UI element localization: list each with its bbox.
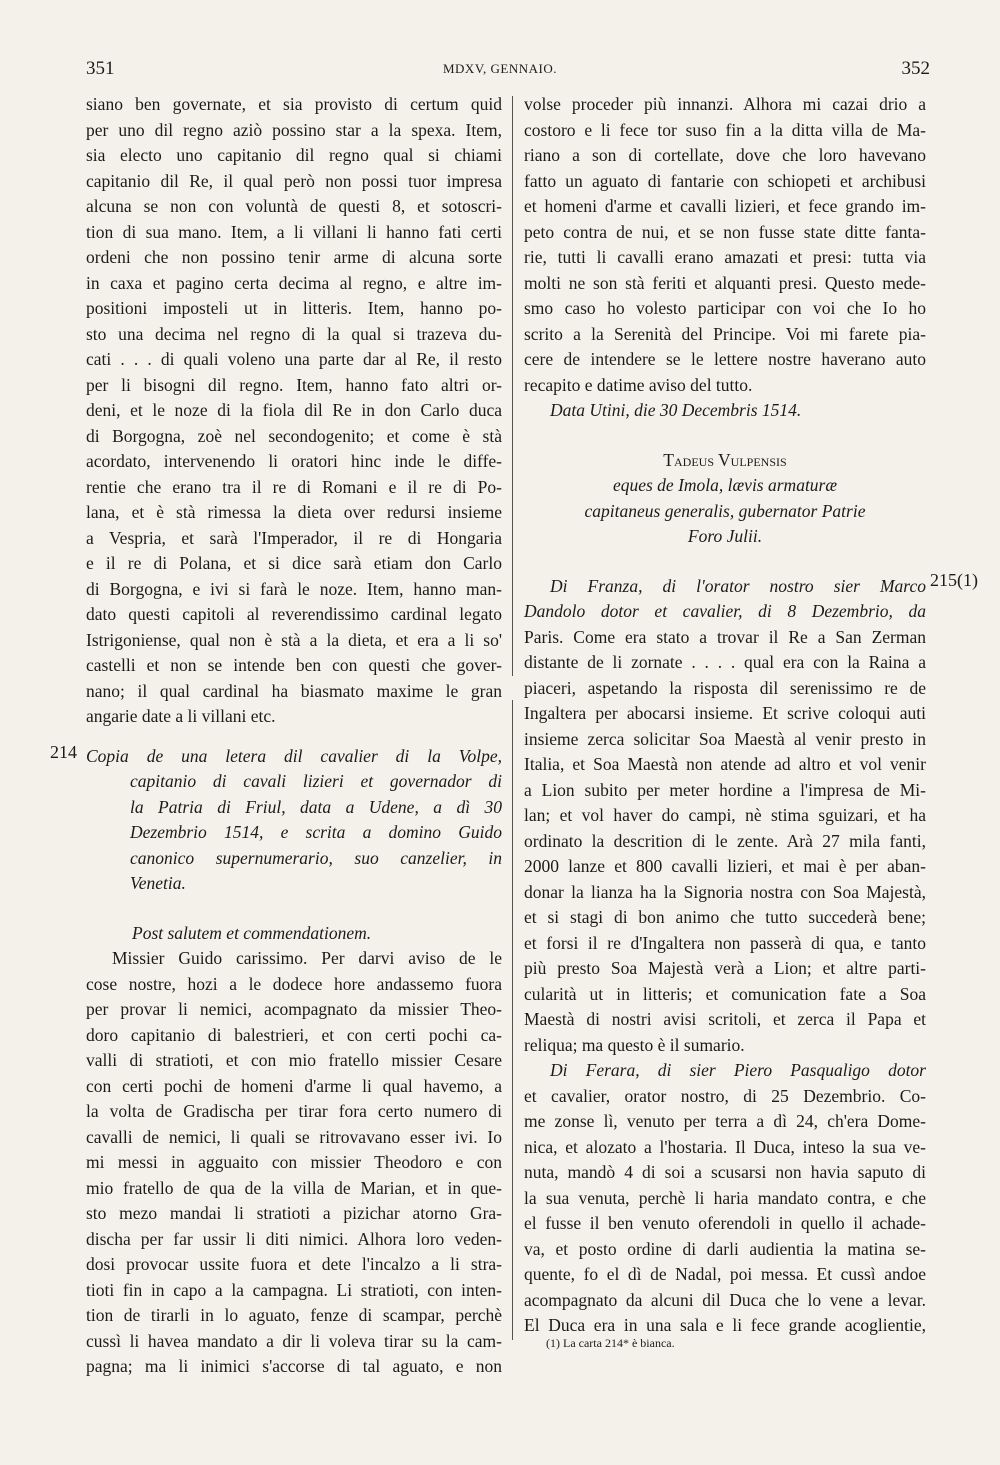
text-line: cati . . . di quali voleno una parte dar al Re, il resto — [86, 349, 502, 369]
running-title: MDXV, GENNAIO. — [442, 61, 557, 76]
text-line: lan; et vol haver do campi, nè stima sguizari, et ha — [524, 805, 926, 825]
text-line: la sua venuta, perchè li haria mandato contra, e che — [524, 1187, 926, 1208]
text-line: rie, tutti li cavalli erano amazati et presi: tutta via — [524, 247, 926, 267]
text-line: fatto un aguato di fantarie con schiopeti et archibusi — [524, 170, 926, 191]
text-line: discha per far ussir li diti nimici. Alhora loro veden- — [86, 1228, 502, 1249]
text-line: positioni imposteli ut in litteris. Item, hanno po- — [86, 298, 502, 318]
text-line: cere de intendere se le lettere nostre haverano auto — [524, 349, 926, 369]
text-line: 2000 lanze et 800 cavalli lizieri, et mai è per aban- — [524, 856, 926, 876]
text-line: nuta, mandò 4 di soi a scusarsi non havia saputo di — [524, 1162, 926, 1182]
text-line: angarie date a li villani etc. — [86, 706, 276, 726]
ferara-heading-line: Di Ferara, di sier Piero Pasqualigo dotor — [550, 1060, 926, 1080]
text-line: et cavalier, orator nostro, di 25 Dezembrio. Co- — [524, 1085, 926, 1106]
text-line: per uno dil regno aziò possino star a la spexa. Item, — [86, 119, 502, 140]
text-line: sto una decima nel regno di la qual si trazeva du- — [86, 323, 502, 344]
text-line: lana, et è stà rimessa la dieta over redursi insieme — [86, 502, 502, 522]
text-line: Ingaltera per abocarsi insieme. Et scrive coloqui auti — [524, 703, 926, 723]
spacer — [524, 550, 926, 574]
text-line: deni, et le noze di la fiola dil Re in don Carlo duca — [86, 400, 502, 420]
franza-heading-line: Dandolo dotor et cavalier, di 8 Dezembrio, da — [524, 601, 926, 621]
text-line: Missier Guido carissimo. Per darvi aviso de le — [112, 948, 502, 968]
heading-line: Copia de una letera dil cavalier di la Volpe, — [86, 745, 502, 766]
text-line: piaceri, aspetando la risposta dil serenissimo re de — [524, 677, 926, 698]
text-line: nano; il qual cardinal ha biasmato maxime le gran — [86, 680, 502, 701]
text-line: molti ne son stà feriti et alquanti presi. Questo mede- — [524, 272, 926, 293]
text-line: a Vespria, et sarà l'Imperador, il re di Hongaria — [86, 527, 502, 548]
text-line: nica, et alozato a l'hostaria. Il Duca, inteso la sua ve- — [524, 1136, 926, 1157]
text-line: acordato, intervenendo li oratori hinc inde le diffe- — [86, 451, 502, 471]
text-line: el fusse il ben venuto oferendoli in quello il achade- — [524, 1213, 926, 1233]
text-line: Italia, et Soa Maestà non atende ad altro et vol venir — [524, 754, 926, 774]
text-line: reliqua; ma questo è il sumario. — [524, 1034, 745, 1055]
text-line: distante de li zornate . . . . qual era con la Raina a — [524, 652, 926, 672]
text-line: tion de tirarli in lo aguato, fenze di scampar, perchè — [86, 1305, 502, 1325]
footnote: (1) La carta 214* è bianca. — [546, 1336, 675, 1350]
text-line: sia electo uno capitanio dil regno qual si chiami — [86, 145, 502, 165]
text-line: cularità ut in litteris; et comunication fate a Soa — [524, 983, 926, 1004]
text-line: tion di sua mano. Item, a li villani li hanno fati certi — [86, 221, 502, 242]
spacer — [524, 424, 926, 448]
text-line: cose nostre, hozi a le dodece hore andassemo fuora — [86, 973, 502, 994]
text-line: acompagnato da alcuni dil Duca che lo vene a levar. — [524, 1289, 926, 1310]
text-line: dato questi capitoli al reverendissimo cardinal legato — [86, 604, 502, 624]
heading-line: canonico supernumerario, suo canzelier, in — [130, 847, 502, 868]
spacer — [86, 897, 502, 921]
text-line: riano a son di cortellate, dove che loro havevano — [524, 145, 926, 165]
column-rule — [512, 700, 513, 1340]
text-line: pagna; ma li inimici s'accorse di tal aguato, e non — [86, 1356, 502, 1376]
text-line: donar la lianza ha la Signoria nostra con Soa Majestà, — [524, 881, 926, 902]
left-column — [86, 92, 502, 1380]
left-page-number: 351 — [86, 58, 115, 79]
text-line: doro capitanio di balestrieri, et con certi pochi ca- — [86, 1024, 502, 1045]
text-line: di Borgogna, zoè nel secondogenito; et come è stà — [86, 425, 502, 446]
salutation: Post salutem et commendationem. — [132, 922, 372, 943]
text-line: alcuna se non con voluntà de questi 8, et sotoscri- — [86, 196, 502, 216]
column-rule — [512, 96, 513, 676]
signature-name: Tadeus Vulpensis — [663, 449, 787, 470]
text-line: cussì li havea mandato a dir li voleva tirar su la cam- — [86, 1330, 502, 1351]
heading-line: capitanio di cavali lizieri et governador di — [130, 771, 502, 791]
text-line: di Borgogna, e ivi si farà le noze. Item, hanno man- — [86, 578, 502, 599]
text-line: mi messi in agguaito con missier Theodoro e con — [86, 1152, 502, 1172]
text-line: Istrigoniense, qual non è stà a la dieta, et era a li so' — [86, 629, 502, 650]
text-line: castelli et non se intende ben con questi che gover- — [86, 655, 502, 675]
right-column — [524, 92, 926, 1339]
text-line: più presto Soa Majestà verà a Lion; et altre parti- — [524, 958, 926, 978]
text-line: et forsi il re d'Ingaltera non passerà di qua, e tanto — [524, 932, 926, 953]
text-line: smo caso ho volesto participar con voi che Io ho — [524, 298, 926, 318]
text-line: Maestà di nostri avisi scritoli, et zerca il Papa et — [524, 1009, 926, 1029]
signature-line: capitaneus generalis, gubernator Patrie — [584, 500, 866, 521]
letter-heading — [86, 744, 502, 897]
text-line: scrito a la Serenità del Principe. Voi mi farete pia- — [524, 323, 926, 344]
text-line: tioti fin in capo a la campagna. Li stratioti, con inten- — [86, 1279, 502, 1300]
signature-line: eques de Imola, lævis armaturæ — [612, 475, 838, 495]
heading-line: la Patria di Friul, data a Udene, a dì 30 — [130, 796, 502, 817]
text-line: sto mezo mandai li stratioti a pizichar atorno Gra- — [86, 1203, 502, 1223]
spacer — [86, 730, 502, 744]
signature-line: Foro Julii. — [687, 526, 763, 546]
text-line: a Lion subito per meter hordine a l'impresa de Mi- — [524, 779, 926, 800]
text-line: e il re di Polana, et si dice sarà etiam don Carlo — [86, 553, 502, 573]
text-line: quente, fo el dì de Nadal, poi messa. Et cussì andoe — [524, 1264, 926, 1284]
dateline: Data Utini, die 30 Decembris 1514. — [550, 400, 802, 420]
text-line: peto contra de nui, et se non fusse state ditte fanta- — [524, 221, 926, 242]
text-line: et si stagi di bon animo che tutto succederà bene; — [524, 907, 926, 927]
text-line: ordeni che non possino tenir arme di alcuna sorte — [86, 247, 502, 267]
text-line: rentie che erano tra il re di Romani e il re di Po- — [86, 476, 502, 497]
text-line: in caxa et pagino certa decima al regno, e altre im- — [86, 272, 502, 293]
text-line: capitanio dil Re, il qual però non possi tuor impresa — [86, 170, 502, 191]
text-line: El Duca era in una sala e li fece grande acoglientie, — [524, 1315, 926, 1335]
margin-number-214: 214 — [50, 742, 77, 762]
heading-line: Venetia. — [130, 873, 186, 893]
text-line: dosi provocar ussite fuora et dete l'incalzo a li stra- — [86, 1254, 502, 1274]
signature-block — [524, 448, 926, 550]
text-line: per li bisogni dil regno. Item, hanno fato altri or- — [86, 374, 502, 395]
heading-line: Dezembrio 1514, e scrita a domino Guido — [130, 822, 502, 842]
text-line: la volta de Gradischa per tirar fora certo numero di — [86, 1101, 502, 1121]
text-line: me zonse lì, venuto per terra a dì 24, ch'era Dome- — [524, 1111, 926, 1131]
margin-number-215: 215(1) — [930, 570, 978, 590]
franza-heading-line: Di Franza, di l'orator nostro sier Marco — [550, 575, 926, 596]
text-line: Paris. Come era stato a trovar il Re a San Zerman — [524, 626, 926, 647]
right-page-number: 352 — [901, 58, 930, 79]
text-line: con certi pochi de homeni d'arme li qual havemo, a — [86, 1075, 502, 1096]
text-line: mio fratello de qua de la villa de Marian, et in que- — [86, 1177, 502, 1198]
text-line: va, et posto ordine di darli audientia la matina se- — [524, 1238, 926, 1259]
text-line: cavalli de nemici, li quali se ritrovavano esser ivi. Io — [86, 1126, 502, 1147]
text-line: ordinato la descrition di le zente. Arà 27 mila fanti, — [524, 830, 926, 851]
text-line: per provar li nemici, acompagnato da missier Theo- — [86, 999, 502, 1019]
text-line: recapito e datime aviso del tutto. — [524, 374, 753, 395]
text-line: valli di stratioti, et con mio fratello missier Cesare — [86, 1050, 502, 1070]
text-line: siano ben governate, et sia provisto di certum quid — [86, 94, 502, 114]
text-line: et homeni d'arme et cavalli lizieri, et fece grando im- — [524, 196, 926, 216]
text-line: volse proceder più innanzi. Alhora mi cazai drio a — [524, 94, 926, 114]
running-header — [0, 58, 1000, 88]
text-line: costoro e li fece tor suso fin a la ditta villa de Ma- — [524, 119, 926, 140]
text-line: insieme zerca solicitar Soa Maestà al venir presto in — [524, 728, 926, 749]
